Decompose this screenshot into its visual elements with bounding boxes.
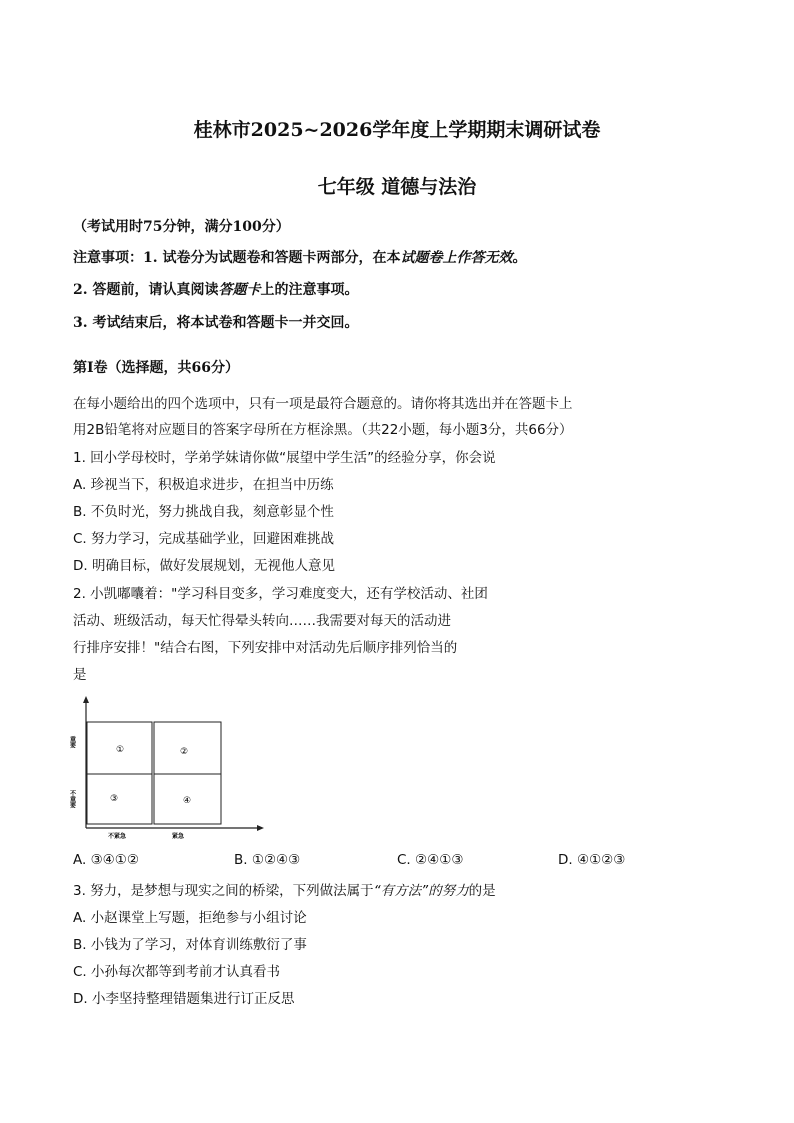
q2-option-c: C. ②④①③ bbox=[397, 852, 464, 868]
q3-stem bbox=[73, 879, 496, 899]
quadrant-4-label: ④ bbox=[183, 796, 192, 806]
q2-stem-line-3: 行排序安排！"结合右图，下列安排中对活动先后顺序排列恰当的 bbox=[73, 640, 458, 656]
q1-option-d: D. 明确目标，做好发展规划，无视他人意见 bbox=[73, 558, 335, 574]
q3-stem-prefix: 3. 努力，是梦想与现实之间的桥梁，下列做法属于 bbox=[73, 883, 374, 899]
q2-stem-line-1: 2. 小凯嘟囔着："学习科目变多，学习难度变大，还有学校活动、社团 bbox=[73, 586, 488, 602]
q1-option-b: B. 不负时光，努力挑战自我，刻意彰显个性 bbox=[73, 504, 334, 520]
q3-stem-emphasis: “有方法”的努力 bbox=[373, 883, 469, 899]
note-2 bbox=[73, 279, 359, 299]
q3-option-d: D. 小李坚持整理错题集进行订正反思 bbox=[73, 991, 295, 1007]
q2-option-d: D. ④①②③ bbox=[558, 852, 626, 868]
quadrant-3-label: ③ bbox=[110, 794, 119, 804]
q3-option-a: A. 小赵课堂上写题，拒绝参与小组讨论 bbox=[73, 910, 307, 926]
note-1-suffix: 。 bbox=[512, 250, 527, 266]
q3-stem-suffix: 的是 bbox=[468, 883, 496, 899]
y-label-not-important: 不重要 bbox=[68, 790, 76, 808]
y-label-important: 重要 bbox=[68, 736, 76, 748]
note-1-prefix: 注意事项：1. 试卷分为试题卷和答题卡两部分，在本 bbox=[73, 250, 401, 266]
q2-stem-line-4: 是 bbox=[73, 667, 87, 683]
section-instruction-2: 用2B铅笔将对应题目的答案字母所在方框涂黑。（共22小题，每小题3分，共66分） bbox=[73, 422, 573, 438]
priority-matrix-figure bbox=[68, 694, 268, 844]
q2-option-b: B. ①②④③ bbox=[234, 852, 301, 868]
quadrant-2-label: ② bbox=[180, 747, 189, 757]
q1-stem: 1. 回小学母校时，学弟学妹请你做“展望中学生活”的经验分享，你会说 bbox=[73, 450, 496, 466]
note-1-emphasis: 试题卷上作答无效 bbox=[400, 250, 513, 266]
q3-option-c: C. 小孙每次都等到考前才认真看书 bbox=[73, 964, 281, 980]
section-instruction-1: 在每小题给出的四个选项中，只有一项是最符合题意的。请你将其选出并在答题卡上 bbox=[73, 396, 573, 412]
q2-option-a: A. ③④①② bbox=[73, 852, 139, 868]
note-2-suffix: 上的注意事项。 bbox=[260, 282, 359, 298]
x-label-not-urgent: 不紧急 bbox=[108, 833, 127, 840]
q3-option-b: B. 小钱为了学习，对体育训练敷衍了事 bbox=[73, 937, 307, 953]
section-heading: 第Ⅰ卷（选择题，共66分） bbox=[73, 360, 240, 376]
x-axis-arrow-icon bbox=[257, 825, 264, 831]
exam-time-note: （考试用时75分钟，满分100分） bbox=[73, 219, 290, 235]
q2-stem-line-2: 活动、班级活动，每天忙得晕头转向……我需要对每天的活动进 bbox=[73, 613, 451, 629]
note-2-prefix: 2. 答题前，请认真阅读 bbox=[73, 282, 219, 298]
q1-option-c: C. 努力学习，完成基础学业，回避困难挑战 bbox=[73, 531, 335, 547]
q1-option-a: A. 珍视当下，积极追求进步，在担当中历练 bbox=[73, 477, 334, 493]
exam-subtitle: 七年级 道德与法治 bbox=[317, 176, 477, 198]
quadrant-3-box bbox=[87, 774, 152, 824]
exam-title: 桂林市2025~2026学年度上学期期末调研试卷 bbox=[193, 119, 601, 141]
note-3: 3. 考试结束后，将本试卷和答题卡一并交回。 bbox=[73, 315, 359, 331]
x-label-urgent: 紧急 bbox=[172, 833, 185, 840]
quadrant-1-label: ① bbox=[116, 745, 125, 755]
y-axis-arrow-icon bbox=[83, 696, 89, 703]
note-2-emphasis: 答题卡 bbox=[218, 282, 261, 298]
note-1 bbox=[73, 247, 527, 267]
